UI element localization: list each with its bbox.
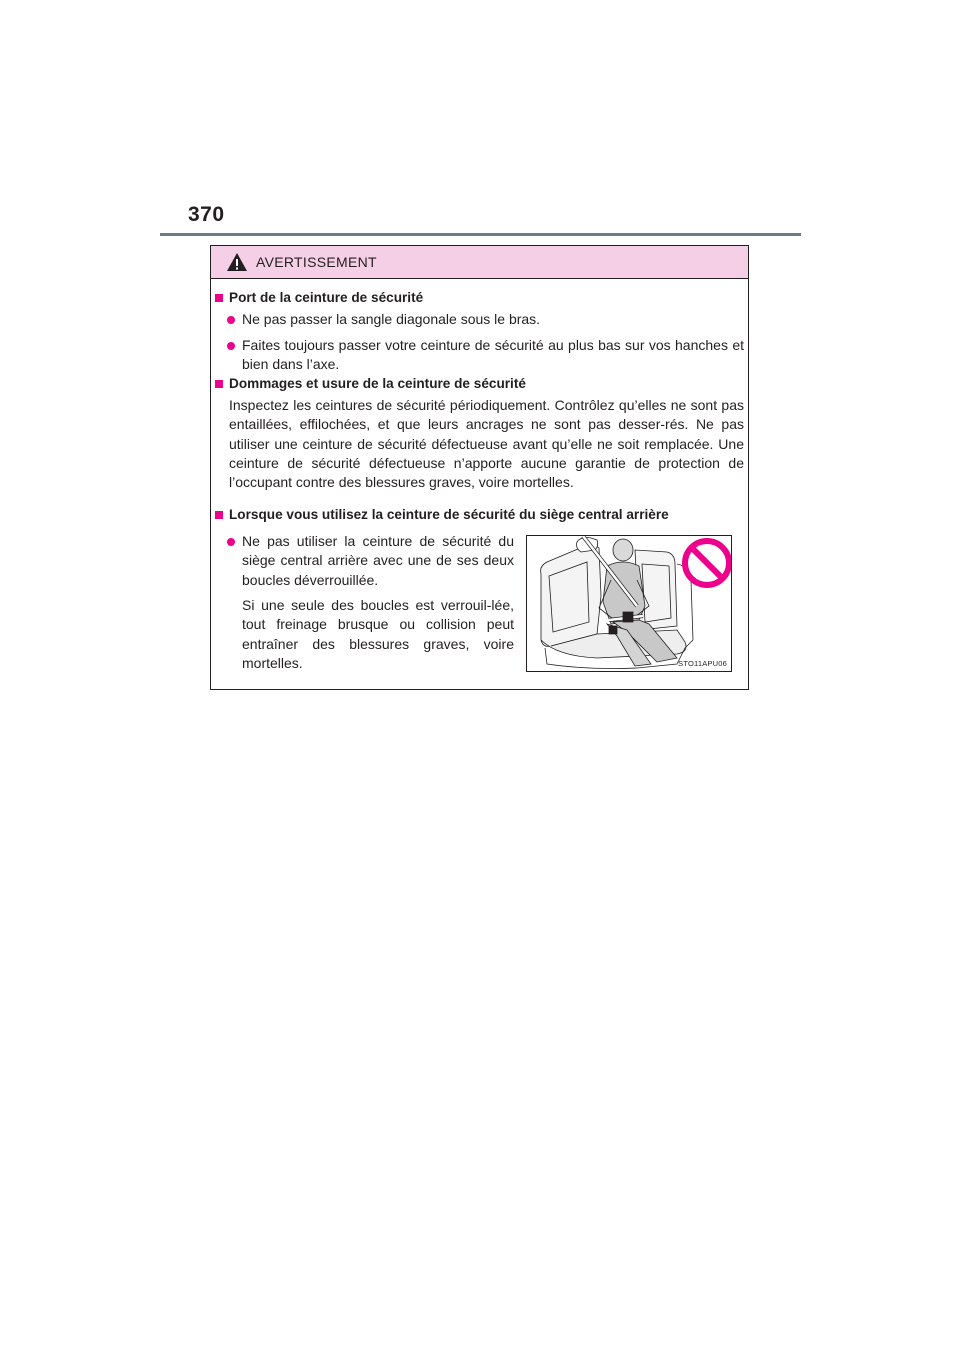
section-text: Inspectez les ceintures de sécurité périodiquement. Contrôlez qu’elles ne sont pas entaillées, effilochées, et que leurs ancrages ne sont pas desser-rés. Ne pas utiliser une ceinture de sécurité défectueuse avant qu’elle ne soit remplacée. Une ceinture de sécurité défectueuse n’apporte aucune garantie de protection de l’occupant contre des blessures graves, voire mortelles. bbox=[229, 397, 744, 491]
page-number: 370 bbox=[188, 203, 225, 226]
section-text: Si une seule des boucles est verrouil-lée, tout freinage brusque ou collision peut entraîner des blessures graves, voire mortelles. bbox=[242, 597, 514, 671]
section-heading: Lorsque vous utilisez la ceinture de sécurité du siège central arrière bbox=[229, 507, 669, 522]
bullet-text: Ne pas passer la sangle diagonale sous le bras. bbox=[242, 311, 541, 327]
figure-code: STO11APU06 bbox=[678, 659, 727, 668]
bullet-text: Ne pas utiliser la ceinture de sécurité du siège central arrière avec une de ses deux boucles déverrouillée. bbox=[242, 533, 514, 588]
section-marker bbox=[215, 380, 223, 388]
bullet-text: Faites toujours passer votre ceinture de sécurité au plus bas sur vos hanches et bien dans l’axe. bbox=[242, 337, 744, 373]
bullet-dot bbox=[227, 316, 235, 324]
section-marker bbox=[215, 294, 223, 302]
seatbelt-illustration bbox=[526, 535, 732, 672]
bullet-dot bbox=[227, 342, 235, 350]
warning-box bbox=[210, 245, 749, 690]
section-marker bbox=[215, 511, 223, 519]
rear-seat-drawing bbox=[527, 536, 731, 671]
prohibition-icon bbox=[685, 541, 729, 585]
warning-title: AVERTISSEMENT bbox=[256, 254, 377, 270]
section-heading: Dommages et usure de la ceinture de sécurité bbox=[229, 376, 526, 391]
section-heading: Port de la ceinture de sécurité bbox=[229, 290, 424, 305]
header-rule bbox=[160, 233, 801, 236]
bullet-dot bbox=[227, 538, 235, 546]
warning-content bbox=[211, 246, 748, 689]
